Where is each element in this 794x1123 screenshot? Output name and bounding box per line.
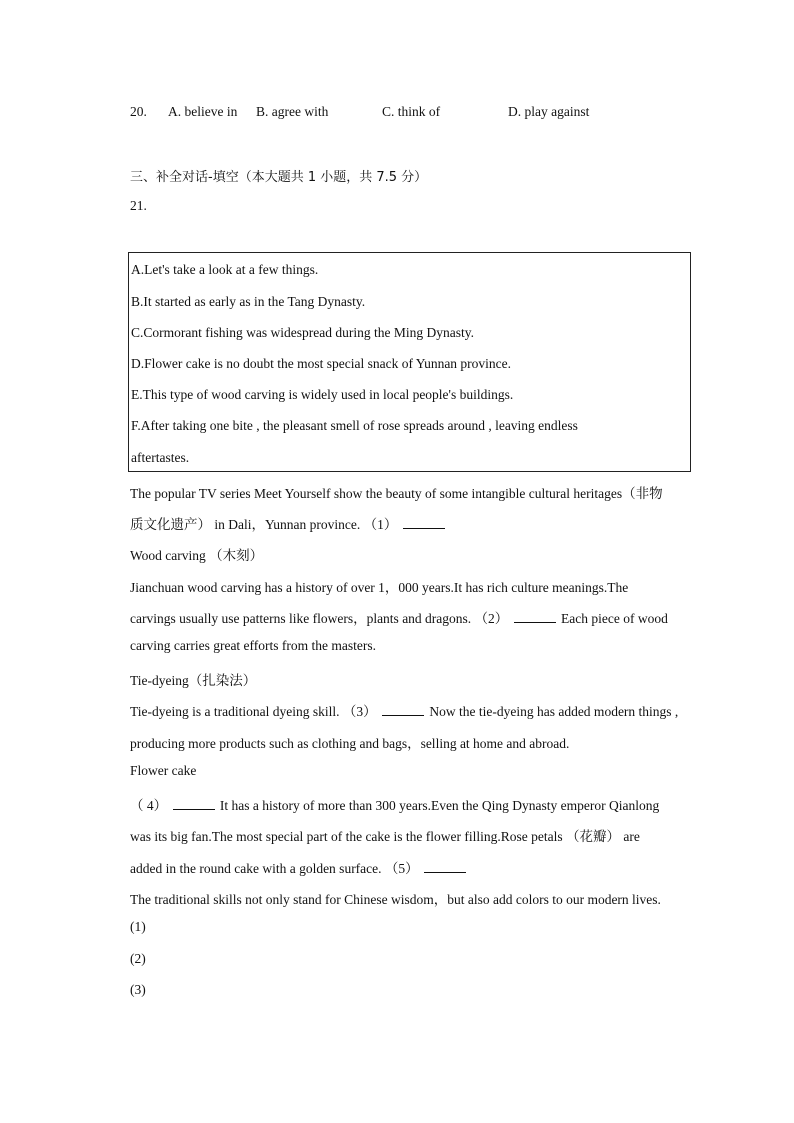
passage-line: Tie-dyeing is a traditional dyeing skill. （3） Now the tie-dyeing has added modern things , [130,704,679,719]
passage-line: The popular TV series Meet Yourself show the beauty of some intangible cultural heritages（非物 [130,486,663,501]
option-line: F.After taking one bite , the pleasant smell of rose spreads around , leaving endless [131,418,578,433]
option-a: A. believe in [168,104,238,119]
passage-line: The traditional skills not only stand for Chinese wisdom，but also add colors to our modern lives. [130,892,661,907]
answer-label-2: (2) [130,951,146,966]
option-line: A.Let's take a look at a few things. [131,262,319,277]
option-line: B.It started as early as in the Tang Dynasty. [131,294,366,309]
passage-line: （ 4） It has a history of more than 300 years.Even the Qing Dynasty emperor Qianlong [130,798,660,813]
answer-blank-2[interactable] [514,610,556,623]
passage-line: was its big fan.The most special part of the cake is the flower filling.Rose petals （花瓣） are [130,829,640,844]
answer-blank-5[interactable] [424,860,466,873]
passage-line: producing more products such as clothing and bags，selling at home and abroad. [130,736,570,751]
question-number: 20. [130,104,147,119]
option-line: aftertastes. [131,450,190,465]
answer-label-1: (1) [130,919,146,934]
passage-line: Jianchuan wood carving has a history of over 1，000 years.It has rich culture meanings.The [130,580,629,595]
answer-blank-4[interactable] [173,797,215,810]
section-heading-tie-dyeing: Tie-dyeing（扎染法） [130,673,257,688]
passage-line: added in the round cake with a golden surface. （5） [130,857,468,877]
option-line: E.This type of wood carving is widely used in local people's buildings. [131,387,514,402]
option-line: D.Flower cake is no doubt the most special snack of Yunnan province. [131,356,512,371]
passage-line: carvings usually use patterns like flowers，plants and dragons. （2） Each piece of wood [130,611,668,626]
passage-line: carving carries great efforts from the masters. [130,638,377,653]
option-line: C.Cormorant fishing was widespread during the Ming Dynasty. [131,325,474,340]
section-title: 三、补全对话-填空（本大题共 1 小题，共 7.5 分） [130,170,428,185]
section-heading-flower-cake: Flower cake [130,763,197,778]
answer-label-3: (3) [130,982,146,997]
question-number: 21. [130,198,147,213]
answer-blank-3[interactable] [382,703,424,716]
answer-blank-1[interactable] [403,516,445,529]
option-d: D. play against [508,104,590,119]
passage-line: 质文化遗产） in Dali，Yunnan province. （1） [130,513,447,533]
option-b: B. agree with [256,104,329,119]
section-heading-wood-carving: Wood carving （木刻） [130,548,264,563]
option-c: C. think of [382,104,441,119]
options-box [128,252,691,472]
